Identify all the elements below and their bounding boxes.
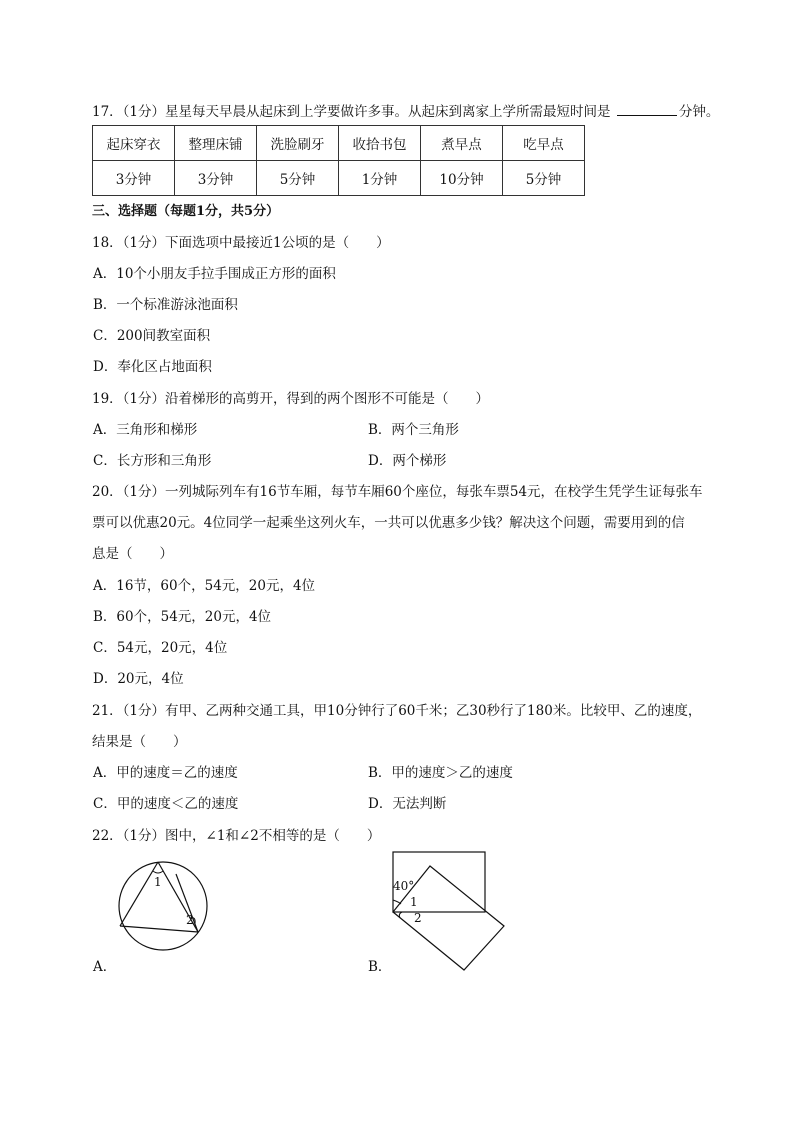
q22-stem: 22．（1分）图中，∠1和∠2不相等的是（ ）	[92, 828, 381, 844]
q19-stem: 19．（1分）沿着梯形的高剪开，得到的两个图形不可能是（ ）	[92, 391, 490, 407]
angle-arc	[393, 900, 401, 904]
q22-figure-a	[110, 852, 220, 962]
table-header-cell: 洗脸刷牙	[257, 126, 339, 161]
table-cell: 1分钟	[339, 161, 421, 196]
q19-option-a[interactable]: A．三角形和梯形	[93, 422, 198, 438]
table-header-cell: 收拾书包	[339, 126, 421, 161]
q20-option-c[interactable]: C．54元，20元，4位	[93, 640, 228, 656]
table-cell: 3分钟	[93, 161, 175, 196]
table-row	[93, 126, 585, 161]
q18-option-d[interactable]: D．奉化区占地面积	[93, 359, 212, 375]
q17-prefix: 17．（1分）星星每天早晨从起床到上学要做许多事。从起床到离家上学所需最短时间是	[92, 104, 611, 120]
chord-line	[120, 862, 158, 926]
table-cell: 5分钟	[257, 161, 339, 196]
angle-arc	[399, 912, 402, 918]
table-row	[93, 161, 585, 196]
q22-figure-b	[388, 848, 510, 976]
section-title: 三、选择题（每题1分，共5分）	[92, 204, 280, 219]
q19-option-b[interactable]: B．两个三角形	[368, 422, 459, 438]
q20-stem-line-3: 息是（ ）	[92, 546, 173, 562]
q22-option-a[interactable]: A．	[93, 959, 117, 975]
table-cell: 5分钟	[503, 161, 585, 196]
q18-stem: 18．（1分）下面选项中最接近1公顷的是（ ）	[92, 235, 390, 251]
q20-stem-line-2: 票可以优惠20元。4位同学一起乘坐这列火车，一共可以优惠多少钱？解决这个问题，需要用到的信	[92, 515, 685, 531]
angle-arc	[153, 871, 163, 873]
angle-2-label: 2	[186, 913, 194, 927]
angle-2-label: 2	[414, 911, 422, 925]
table-header-cell: 吃早点	[503, 126, 585, 161]
q20-option-a[interactable]: A．16节，60个，54元，20元，4位	[93, 578, 316, 594]
q19-option-d[interactable]: D．两个梯形	[368, 453, 447, 469]
table-cell: 3分钟	[175, 161, 257, 196]
q21-option-b[interactable]: B．甲的速度＞乙的速度	[368, 765, 513, 781]
q21-option-a[interactable]: A．甲的速度＝乙的速度	[93, 765, 238, 781]
q21-option-c[interactable]: C．甲的速度＜乙的速度	[93, 796, 239, 812]
q22-option-b[interactable]: B．	[368, 959, 392, 975]
q17-suffix: 分钟。	[678, 104, 720, 120]
table-header-cell: 煮早点	[421, 126, 503, 161]
q20-option-d[interactable]: D．20元，4位	[93, 671, 184, 687]
angle-value-label: 40°	[393, 879, 415, 893]
q21-stem-line-1: 21．（1分）有甲、乙两种交通工具，甲10分钟行了60千米；乙30秒行了180米。比较甲、乙的速度，	[92, 703, 702, 719]
q17-time-table	[92, 125, 585, 196]
q20-option-b[interactable]: B．60个，54元，20元，4位	[93, 609, 272, 625]
q19-option-c[interactable]: C．长方形和三角形	[93, 453, 212, 469]
angle-1-label: 1	[410, 895, 418, 909]
q18-option-a[interactable]: A．10个小朋友手拉手围成正方形的面积	[93, 266, 336, 282]
angle-1-label: 1	[154, 875, 162, 889]
table-cell: 10分钟	[421, 161, 503, 196]
table-header-cell: 起床穿衣	[93, 126, 175, 161]
table-header-cell: 整理床铺	[175, 126, 257, 161]
q20-stem-line-1: 20．（1分）一列城际列车有16节车厢，每节车厢60个座位，每张车票54元，在校学生凭学生证每张车	[92, 484, 703, 500]
q17-answer-blank[interactable]	[617, 101, 677, 116]
q21-stem-line-2: 结果是（ ）	[92, 734, 187, 750]
q18-option-c[interactable]: C．200间教室面积	[93, 328, 211, 344]
q18-option-b[interactable]: B．一个标准游泳池面积	[93, 297, 238, 313]
q21-option-d[interactable]: D．无法判断	[368, 796, 447, 812]
q17-stem	[92, 101, 719, 122]
